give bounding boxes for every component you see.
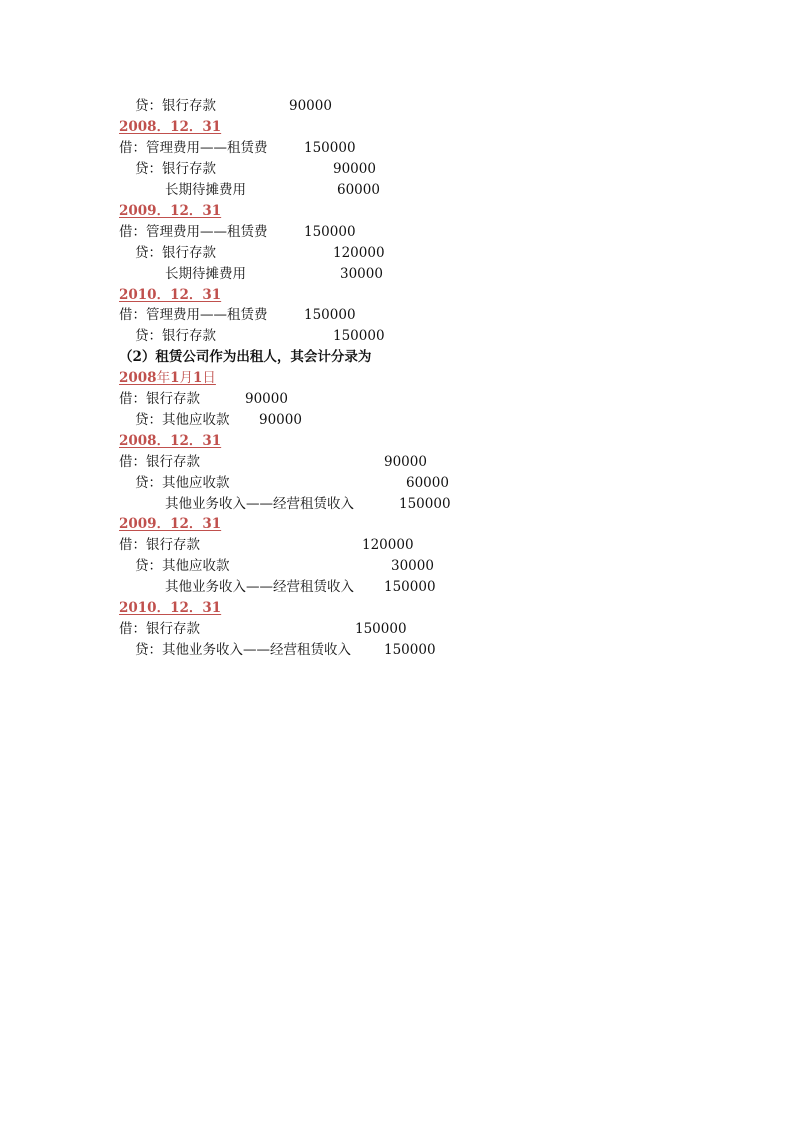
entry-date: 2008．12．31 [119, 433, 222, 449]
entry-amount: 60000 [406, 475, 449, 491]
entry-label: 长期待摊费用 [165, 182, 246, 198]
entry-label: 贷：其他应收款 [135, 475, 230, 491]
entry-amount: 90000 [289, 98, 332, 114]
entry-label: 借：银行存款 [119, 537, 200, 553]
entry-label: 贷：其他业务收入——经营租赁收入 [135, 642, 351, 658]
entry-label: 借：银行存款 [119, 391, 200, 407]
entry-label: 贷：银行存款 [135, 245, 216, 261]
date-month: 1 [170, 370, 180, 386]
entry-amount: 150000 [304, 224, 356, 240]
entry-amount: 150000 [399, 496, 451, 512]
entry-amount: 120000 [333, 245, 385, 261]
entry-amount: 90000 [384, 454, 427, 470]
entry-label: 长期待摊费用 [165, 266, 246, 282]
entry-date: 2009．12．31 [119, 516, 222, 532]
date-day-word: 日 [202, 370, 216, 386]
entry-label: 借：管理费用——租赁费 [119, 224, 268, 240]
entry-date [119, 368, 216, 388]
entry-label: 其他业务收入——经营租赁收入 [165, 496, 354, 512]
entry-amount: 120000 [362, 537, 414, 553]
entry-label: 贷：其他应收款 [135, 412, 230, 428]
entry-date: 2009．12．31 [119, 203, 222, 219]
entry-date: 2008．12．31 [119, 119, 222, 135]
date-year: 2008 [119, 370, 157, 386]
entry-amount: 150000 [304, 307, 356, 323]
entry-amount: 150000 [355, 621, 407, 637]
entry-amount: 30000 [391, 558, 434, 574]
entry-amount: 90000 [333, 161, 376, 177]
entry-label: 借：管理费用——租赁费 [119, 140, 268, 156]
entry-label: 借：银行存款 [119, 621, 200, 637]
entry-amount: 150000 [384, 642, 436, 658]
entry-date: 2010．12．31 [119, 600, 222, 616]
entry-date: 2010．12．31 [119, 287, 222, 303]
date-day: 1 [192, 370, 203, 386]
entry-amount: 60000 [337, 182, 380, 198]
entry-label: 借：管理费用——租赁费 [119, 307, 268, 323]
entry-amount: 150000 [304, 140, 356, 156]
entry-label: 其他业务收入——经营租赁收入 [165, 579, 354, 595]
section-heading: （2）租赁公司作为出租人，其会计分录为 [119, 349, 372, 365]
entry-label: 贷：银行存款 [135, 98, 216, 114]
date-month-word: 月 [179, 370, 193, 386]
entry-label: 贷：银行存款 [135, 328, 216, 344]
date-year-word: 年 [156, 370, 171, 386]
entry-amount: 90000 [245, 391, 288, 407]
entry-label: 借：银行存款 [119, 454, 200, 470]
entry-amount: 30000 [340, 266, 383, 282]
entry-label: 贷：银行存款 [135, 161, 216, 177]
entry-amount: 150000 [333, 328, 385, 344]
entry-amount: 150000 [384, 579, 436, 595]
entry-label: 贷：其他应收款 [135, 558, 230, 574]
entry-amount: 90000 [259, 412, 302, 428]
